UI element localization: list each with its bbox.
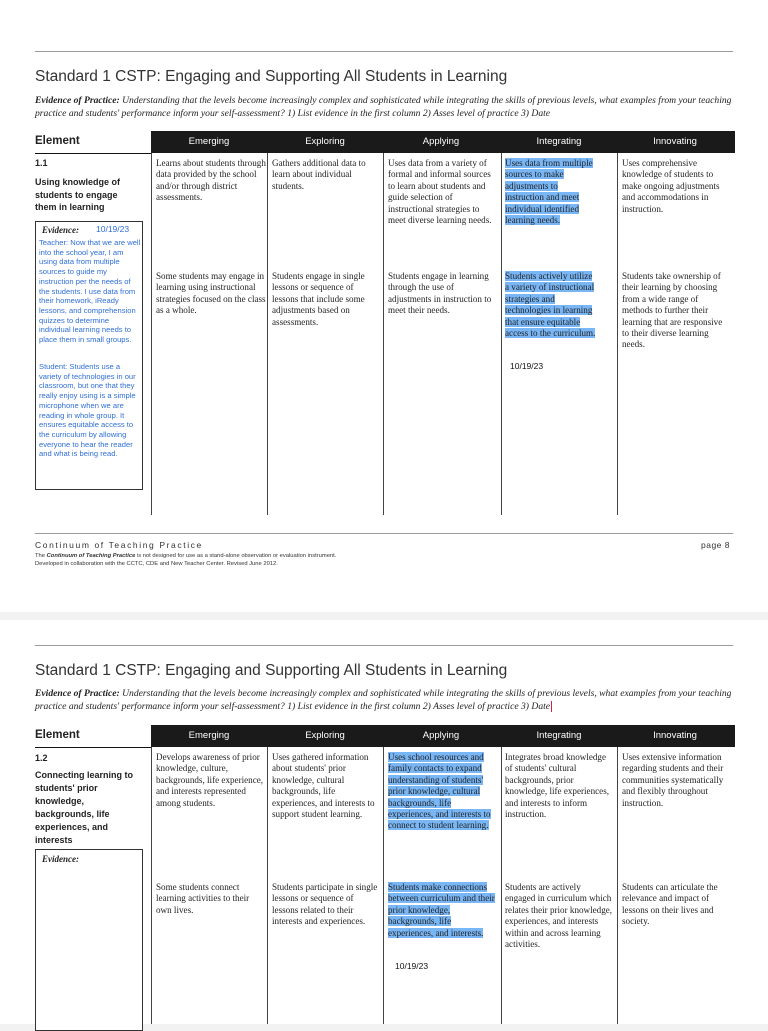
row1-emerging: Learns about students through data provided by the school and/or through district assessments. [156, 158, 266, 203]
evidence-box[interactable] [35, 849, 143, 1031]
continuum-table [35, 131, 735, 515]
column-divider [501, 153, 502, 515]
evidence-date: 10/19/23 [96, 224, 130, 234]
top-rule [35, 645, 733, 646]
column-divider [267, 153, 268, 515]
footer-rule [35, 533, 733, 534]
evidence-label: Evidence: [42, 225, 79, 235]
eop-label: Evidence of Practice: [35, 688, 120, 699]
column-divider [267, 747, 268, 1024]
evidence-of-practice-instructions [35, 94, 735, 120]
page-title: Standard 1 CSTP: Engaging and Supporting All Students in Learning [35, 68, 508, 85]
level-exploring: Exploring [305, 136, 345, 147]
table-header [35, 131, 735, 153]
element-name: Using knowledge of students to engage them in learning [35, 177, 121, 212]
row2-emerging: Some students connect learning activities to their own lives. [156, 882, 250, 915]
row2-innovating: Students can articulate the relevance and impact of lessons on their lives and society. [622, 882, 718, 927]
evidence-teacher-text: Teacher: Now that we are well into the school year, I am using data from multiple sources to guide my instruction per the needs of the students. I use data from their homework, iReady lessons, and comprehension quizzes to determine individual learning needs to place them in small groups. [39, 238, 141, 345]
highlighted-text: Students make connections between curriculum and their prior knowledge, backgrounds, life experiences, and interests. [388, 882, 495, 938]
footer-note [35, 553, 635, 568]
row1-emerging: Develops awareness of prior knowledge, culture, backgrounds, life experience, and interests represented among students. [156, 752, 264, 808]
eop-text: Understanding that the levels become increasingly complex and sophisticated while integrating the skills of previous levels, what examples from your teaching practice and students' performance inform your self-assessment? 1) List evidence in the first column 2) Asses level of practice 3) Date [35, 95, 732, 119]
row2-emerging: Some students may engage in learning using instructional strategies focused on the class as a whole. [156, 271, 266, 316]
column-divider [151, 153, 152, 515]
element-number: 1.2 [35, 753, 48, 763]
row1-exploring: Uses gathered information about students' prior knowledge, cultural backgrounds, life experiences, and interests to support student learning. [272, 752, 375, 820]
document-page-2 [0, 620, 768, 1024]
level-applying: Applying [422, 730, 460, 741]
date-stamp: 10/19/23 [510, 361, 544, 371]
level-innovating: Innovating [653, 136, 697, 147]
row1-integrating [505, 158, 593, 226]
highlighted-text: Students actively utilize a variety of instructional strategies and technologies in learning that ensure equitable access to the curriculum. [505, 271, 596, 339]
table-header [35, 725, 735, 747]
eop-label: Evidence of Practice: [35, 95, 120, 106]
row1-innovating: Uses comprehensive knowledge of students to make ongoing adjustments and accommodations in instruction. [622, 158, 720, 214]
continuum-table [35, 725, 735, 1024]
element-header: Element [35, 131, 151, 154]
row2-integrating [505, 271, 597, 339]
row2-applying: Students engage in learning through the use of adjustments in instruction to meet their needs. [388, 271, 492, 316]
evidence-student-text: Student: Students use a variety of technologies in our classroom, but one that they really enjoy using is a simple microphone when we are reading in whole group. It ensures equitable access to the curriculum by allowing everyone to hear the reader and what is being read. [39, 362, 136, 459]
page-number: page 8 [701, 540, 730, 550]
column-divider [501, 747, 502, 1024]
row1-innovating: Uses extensive information regarding students and their communities systematically and flexibly throughout instruction. [622, 752, 724, 808]
footer-note-line2: Developed in collaboration with the CCTC, CDE and New Teacher Center. Revised June 2012. [35, 560, 278, 567]
element-header: Element [35, 725, 151, 748]
top-rule [35, 51, 733, 52]
column-divider [617, 153, 618, 515]
footer-note-post: is not designed for use as a stand-alone observation or evaluation instrument. [135, 553, 337, 559]
row1-applying [388, 752, 496, 832]
evidence-of-practice-instructions [35, 687, 735, 713]
evidence-box[interactable] [35, 221, 143, 490]
column-divider [617, 747, 618, 1024]
footer-note-bold: Continuum of Teaching Practice [46, 553, 136, 559]
footer-note-pre: The [35, 553, 47, 559]
row2-integrating: Students are actively engaged in curriculum which relates their prior knowledge, experiences, and interests within and across learning activities. [505, 882, 613, 950]
column-divider [151, 747, 152, 1024]
level-emerging: Emerging [188, 730, 230, 741]
row1-applying: Uses data from a variety of formal and informal sources to learn about students and guide selection of instructional strategies to meet diverse learning needs. [388, 158, 492, 226]
highlighted-text: Uses school resources and family contacts to expand understanding of students' prior knowledge, cultural backgrounds, life experiences, and interests to connect to student learning. [388, 752, 491, 831]
row1-integrating: Integrates broad knowledge of students' cultural backgrounds, prior knowledge, life experiences, and interests to inform instruction. [505, 752, 610, 820]
level-exploring: Exploring [305, 730, 345, 741]
row2-exploring: Students participate in single lessons or sequence of lessons related to their interests and experiences. [272, 882, 378, 927]
page-title: Standard 1 CSTP: Engaging and Supporting All Students in Learning [35, 662, 508, 679]
text-cursor [551, 701, 552, 712]
row1-exploring: Gathers additional data to learn about individual students. [272, 158, 366, 191]
element-number: 1.1 [35, 158, 48, 168]
row2-applying [388, 882, 496, 939]
level-integrating: Integrating [536, 136, 582, 147]
level-innovating: Innovating [653, 730, 697, 741]
column-divider [383, 747, 384, 1024]
level-applying: Applying [422, 136, 460, 147]
date-stamp: 10/19/23 [395, 961, 429, 971]
footer-title: Continuum of Teaching Practice [35, 540, 203, 550]
row2-exploring: Students engage in single lessons or sequence of lessons that include some adjustments based on assessments. [272, 271, 365, 327]
level-emerging: Emerging [188, 136, 230, 147]
row2-innovating: Students take ownership of their learning by choosing from a wide range of methods to further their learning that are responsive to their diverse learning needs. [622, 271, 723, 350]
level-integrating: Integrating [536, 730, 582, 741]
evidence-label: Evidence: [42, 854, 79, 864]
eop-text: Understanding that the levels become increasingly complex and sophisticated while integrating the skills of previous levels, what examples from your teaching practice and students' performance inform your self-assessment? 1) List evidence in the first column 2) Asses level of practice 3) Date [35, 688, 732, 712]
element-name: Connecting learning to students' prior knowledge, backgrounds, life experiences, and interests [35, 770, 133, 845]
highlighted-text: Uses data from multiple sources to make adjustments to instruction and meet individual identified learning needs. [505, 158, 593, 226]
column-divider [383, 153, 384, 515]
